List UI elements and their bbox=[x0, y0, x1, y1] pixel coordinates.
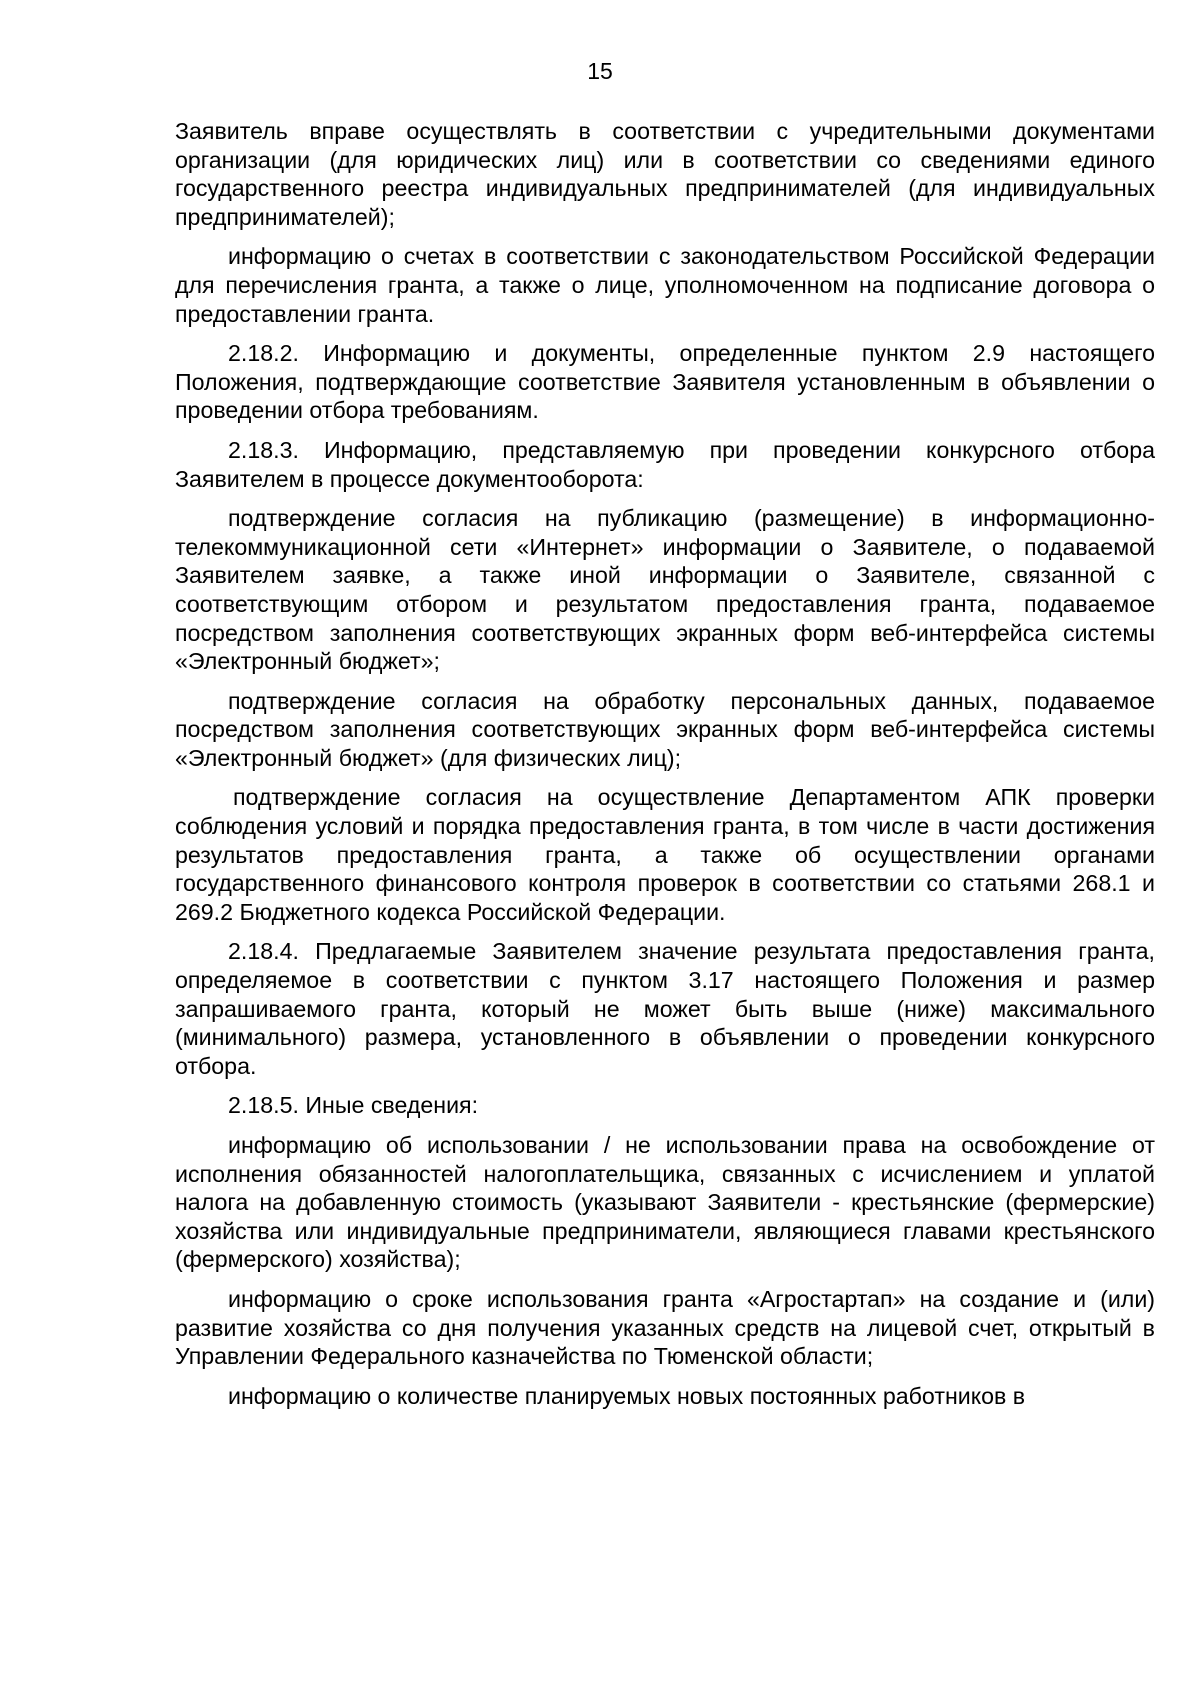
paragraph-consent-publication: подтверждение согласия на публикацию (размещение) в информационно-телекоммуникационной сети «Интернет» информации о Заявителе, о подаваемой Заявителем заявке, а также иной информации о Заявителе, связанной с соответствующим отбором и результатом предоставления гранта, подаваемое посредством заполнения соответствующих экранных форм веб-интерфейса системы «Электронный бюджет»; bbox=[175, 505, 1155, 675]
paragraph-consent-personal-data: подтверждение согласия на обработку персональных данных, подаваемое посредством заполнения соответствующих экранных форм веб-интерфейса системы «Электронный бюджет» (для физических лиц); bbox=[175, 687, 1155, 771]
paragraph-applicant-rights: Заявитель вправе осуществлять в соответствии с учредительными документами организации (для юридических лиц) или в соответствии со сведениями единого государственного реестра индивидуальных предпринимателей (для индивидуальных предпринимателей); bbox=[175, 118, 1155, 230]
paragraph-new-employees: информацию о количестве планируемых новых постоянных работников в bbox=[228, 1382, 1026, 1409]
paragraph-2-18-5: 2.18.5. Иные сведения: bbox=[228, 1092, 479, 1119]
paragraph-2-18-3: 2.18.3. Информацию, представляемую при проведении конкурсного отбора Заявителем в процессе документооборота: bbox=[175, 436, 1155, 492]
paragraph-vat-info: информацию об использовании / не использовании права на освобождение от исполнения обязанностей налогоплательщика, связанных с исчислением и уплатой налога на добавленную стоимость (указывают Заявители - крестьянские (фермерские) хозяйства или индивидуальные предприниматели, являющиеся главами крестьянского (фермерского) хозяйства); bbox=[175, 1132, 1155, 1273]
paragraph-grant-term: информацию о сроке использования гранта «Агростартап» на создание и (или) развитие хозяйства со дня получения указанных средств на лицевой счет, открытый в Управлении Федерального казначейства по Тюменской области; bbox=[175, 1285, 1155, 1370]
paragraph-consent-inspection: подтверждение согласия на осуществление Департаментом АПК проверки соблюдения условий и порядка предоставления гранта, в том числе в части достижения результатов предоставления гранта, а также об осуществлении органами государственного финансового контроля проверок в соответствии со статьями 268.1 и 269.2 Бюджетного кодекса Российской Федерации. bbox=[175, 784, 1155, 925]
paragraph-2-18-4: 2.18.4. Предлагаемые Заявителем значение результата предоставления гранта, определяемое в соответствии с пунктом 3.17 настоящего Положения и размер запрашиваемого гранта, который не может быть выше (ниже) максимального (минимального) размера, установленного в объявлении о проведении конкурсного отбора. bbox=[175, 938, 1155, 1079]
page-number: 15 bbox=[587, 58, 613, 84]
paragraph-2-18-2: 2.18.2. Информацию и документы, определенные пунктом 2.9 настоящего Положения, подтверждающие соответствие Заявителя установленным в объявлении о проведении отбора требованиям. bbox=[175, 340, 1155, 424]
document-body bbox=[175, 117, 1155, 1421]
paragraph-account-info: информацию о счетах в соответствии с законодательством Российской Федерации для перечисления гранта, а также о лице, уполномоченном на подписание договора о предоставлении гранта. bbox=[175, 243, 1155, 327]
